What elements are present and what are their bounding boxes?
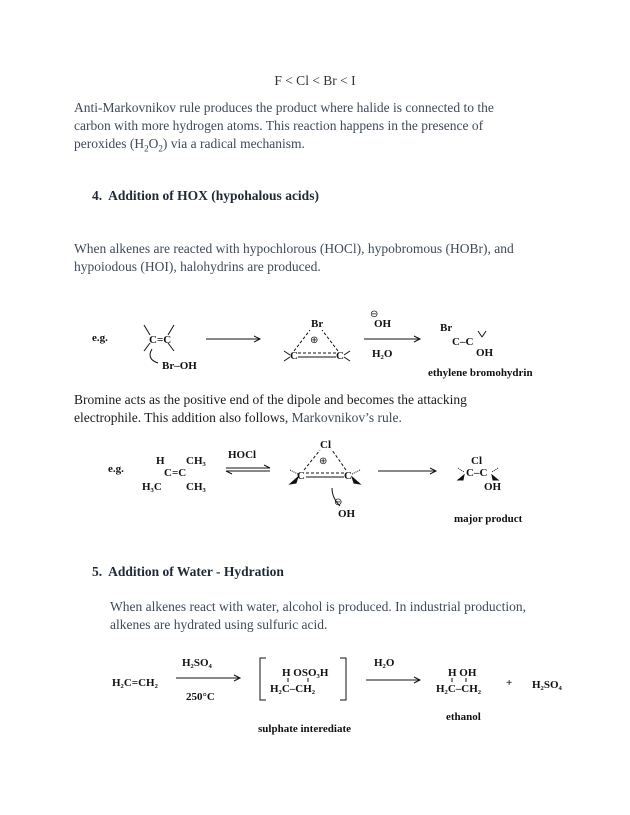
intermediate-bottom: H₂C–CH₂	[270, 683, 316, 695]
reaction-arrow-1	[206, 336, 260, 342]
anti-markovnikov-line-2: carbon with more hydrogen atoms. This reaction happens in the presence of	[74, 118, 484, 133]
section-5-title: Addition of Water - Hydration	[108, 564, 284, 579]
sulfuric-acid-byproduct: H₂SO₄	[532, 679, 562, 691]
anti-markovnikov-line-1: Anti-Markovnikov rule produces the product where halide is connected to the	[74, 100, 494, 115]
bromonium-c-left: C	[290, 350, 298, 362]
chloronium-atom: Cl	[320, 439, 331, 451]
bromonium-atom: Br	[311, 318, 324, 330]
chloride-oh-charge: ⊖	[334, 497, 343, 508]
hocl-reagent: HOCl	[228, 449, 257, 461]
intermediate-name: sulphate interediate	[258, 723, 351, 735]
ethanol-bottom: H₂C–CH₂	[436, 683, 482, 695]
section-4-title: Addition of HOX (hypohalous acids)	[108, 188, 319, 203]
alkene-ch3-top: CH₃	[186, 455, 206, 467]
section-5-heading	[92, 564, 284, 580]
product1-name: ethylene bromohydrin	[428, 367, 533, 379]
ethanol-top: H OH	[448, 667, 477, 679]
halide-order: F < Cl < Br < I	[274, 73, 356, 88]
reaction-arrow-2	[364, 336, 420, 342]
reaction-arrow-5	[366, 677, 420, 683]
temperature-condition: 250°C	[186, 691, 215, 703]
product2-oh: OH	[484, 481, 502, 493]
bromonium-c-right: C	[336, 350, 344, 362]
alkene-h3c: H₃C	[142, 481, 162, 493]
hydroxide-label: OH	[374, 318, 392, 330]
alkene-bond: C=C	[164, 467, 187, 479]
ethanol-name: ethanol	[446, 711, 481, 723]
water-reagent: H₂O	[374, 657, 395, 669]
section-5-line-2: alkenes are hydrated using sulfuric acid.	[110, 617, 328, 632]
chloride-oh-label: OH	[338, 508, 356, 520]
reagent-brom: Br–OH	[162, 360, 197, 372]
anti-markovnikov-paragraph	[74, 99, 574, 158]
anti-markovnikov-line-3: peroxides $(H_2O_2)$ via a radical mechanism.	[74, 136, 305, 154]
section-4-line-2: hypoiodous (HOI), halohydrins are produced.	[74, 259, 321, 274]
water-solvent: H₂O	[372, 348, 393, 360]
equilibrium-arrow	[226, 465, 270, 474]
reaction-arrow-4	[176, 675, 240, 681]
sulfuric-acid-reagent: H₂SO₄	[182, 657, 212, 669]
section-5-paragraph	[110, 598, 580, 634]
section-4-line-1: When alkenes are reacted with hypochlorous (HOCl), hypobromous (HOBr), and	[74, 241, 514, 256]
product1-core: C–C	[452, 336, 474, 348]
product2-core: C–C	[466, 467, 488, 479]
markovnikov-link-text: Markovnikov’s rule.	[291, 410, 402, 425]
section-5-line-1: When alkenes react with water, alcohol is produced. In industrial production,	[110, 599, 526, 614]
scheme1-eg-label: e.g.	[92, 332, 108, 344]
bromohydrin-scheme	[80, 305, 560, 385]
ethylene-reactant: H₂C=CH₂	[112, 677, 158, 689]
intermediate-top: H OSO₃H	[282, 667, 329, 679]
plus-sign: +	[506, 677, 513, 689]
chloronium-c-left: C	[297, 470, 305, 482]
alkene-ch3-bottom: CH₃	[186, 481, 206, 493]
curved-arrow-icon	[150, 349, 158, 363]
product1-br: Br	[440, 322, 453, 334]
bromonium-charge: ⊕	[310, 335, 319, 346]
alkene-h: H	[156, 455, 165, 467]
electrophile-line-1: Bromine acts as the positive end of the dipole and becomes the attacking	[74, 392, 467, 407]
section-4-number: 4.	[92, 188, 103, 203]
hydration-scheme	[100, 648, 580, 740]
scheme2-eg-label: e.g.	[108, 463, 124, 475]
section-5-number: 5.	[92, 564, 103, 579]
hydroxide-charge: ⊖	[370, 309, 379, 320]
electrophile-line-2: electrophile. This addition also follows, Markovnikov’s rule.	[74, 410, 402, 425]
chloronium-charge: ⊕	[319, 456, 328, 467]
product1-oh: OH	[476, 347, 494, 359]
product2-cl: Cl	[471, 455, 482, 467]
electrophile-paragraph	[74, 391, 574, 427]
reaction-arrow-3	[378, 468, 436, 474]
chloronium-c-right: C	[344, 470, 352, 482]
hocl-scheme	[100, 436, 540, 528]
product2-name: major product	[454, 513, 523, 525]
section-4-heading	[92, 188, 319, 204]
section-4-paragraph	[74, 240, 574, 276]
reactant-alkene-bond: C=C	[149, 334, 172, 346]
